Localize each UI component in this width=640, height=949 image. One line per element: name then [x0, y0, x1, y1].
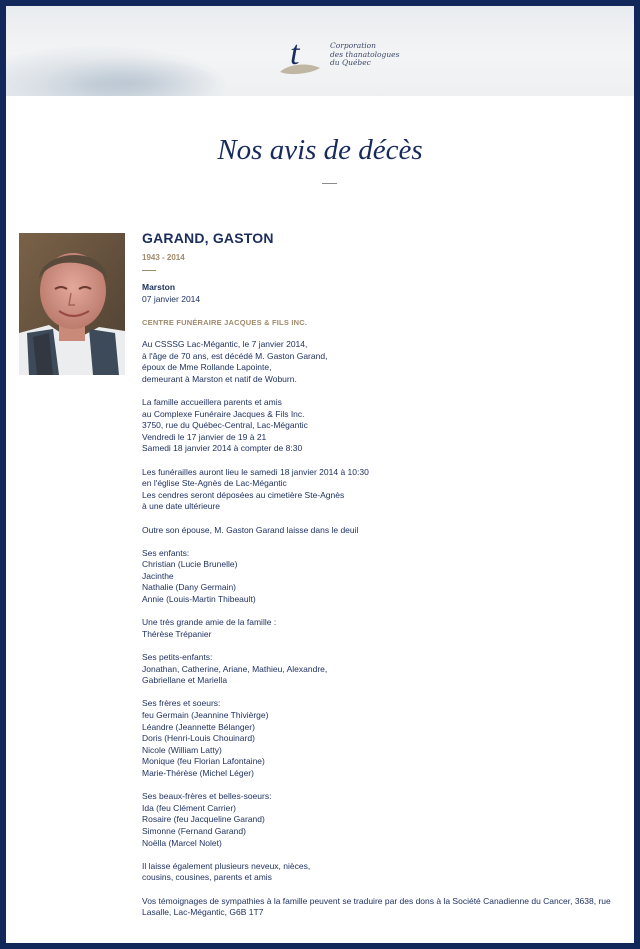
- portrait-image: [19, 233, 125, 375]
- paragraph-children: [142, 548, 622, 606]
- text-line: Monique (feu Florian Lafontaine): [142, 756, 265, 767]
- logo-mark-icon: [274, 28, 328, 80]
- logo-line: du Québec: [330, 58, 371, 67]
- text-line: Vendredi le 17 janvier de 19 à 21: [142, 431, 267, 442]
- page-title: Nos avis de décès: [217, 134, 423, 166]
- text-line: Samedi 18 janvier 2014 à compter de 8:30: [142, 443, 303, 454]
- text-line: Gabriellane et Mariella: [142, 675, 228, 686]
- text-line: Au CSSSG Lac-Mégantic, le 7 janvier 2014,: [142, 339, 308, 349]
- text-line: Thérèse Trépanier: [142, 628, 212, 639]
- death-date: 07 janvier 2014: [142, 294, 201, 304]
- life-years: 1943 - 2014: [142, 253, 185, 262]
- paragraph-relatives: [142, 861, 622, 884]
- text-line: Rosaire (feu Jacqueline Garand): [142, 814, 265, 825]
- text-line: Marie-Thérèse (Michel Léger): [142, 767, 254, 778]
- text-line: Christian (Lucie Brunelle): [142, 559, 238, 570]
- text-line: Noëlla (Marcel Nolet): [142, 837, 222, 848]
- text-line: Ida (feu Clément Carrier): [142, 802, 237, 813]
- text-line: Ses frères et soeurs:: [142, 698, 221, 709]
- logo-line: Corporation: [330, 41, 376, 50]
- text-line: cousins, cousines, parents et amis: [142, 872, 272, 883]
- obituary-content: [142, 230, 622, 930]
- page-frame: [6, 6, 634, 943]
- text-line: Léandre (Jeannette Bélanger): [142, 721, 255, 732]
- text-line: Ses enfants:: [142, 547, 190, 558]
- text-line: Outre son épouse, M. Gaston Garand laisse dans le deuil: [142, 524, 359, 535]
- obituary-text: [142, 339, 622, 919]
- text-line: Les funérailles auront lieu le samedi 18 janvier 2014 à 10:30: [142, 466, 369, 477]
- logo-line: des thanatologues: [330, 49, 400, 59]
- paragraph-siblings: [142, 698, 622, 779]
- text-line: Il laisse également plusieurs neveux, nièces,: [142, 860, 311, 871]
- text-line: Les cendres seront déposées au cimetière Ste-Agnès: [142, 489, 345, 500]
- paragraph-funeral: [142, 467, 622, 513]
- paragraph-death: [142, 339, 622, 385]
- text-line: Vos témoignages de sympathies à la famille peuvent se traduire par des dons à la Société Canadienne du Cancer, 3638, rue Lasalle, Lac-Mégantic, G6B 1T7: [142, 895, 611, 918]
- text-line: à une date ultérieure: [142, 501, 220, 512]
- text-line: La famille accueillera parents et amis: [142, 396, 282, 407]
- text-line: feu Germain (Jeannine Thivièrge): [142, 710, 269, 720]
- text-line: Simonne (Fernand Garand): [142, 825, 246, 836]
- logo-text: [330, 42, 399, 68]
- paragraph-mourning: [142, 525, 622, 537]
- paragraph-grandchildren: [142, 652, 622, 687]
- logo-letter: t: [290, 35, 300, 72]
- paragraph-visitation: [142, 397, 622, 455]
- funeral-home-link[interactable]: CENTRE FUNÉRAIRE JACQUES & FILS INC.: [142, 318, 308, 327]
- text-line: Annie (Louis-Martin Thibeault): [142, 594, 256, 605]
- text-line: en l'église Ste-Agnès de Lac-Mégantic: [142, 478, 287, 489]
- paragraph-donations: [142, 896, 622, 919]
- deceased-name: GARAND, GASTON: [142, 230, 274, 246]
- text-line: Nathalie (Dany Germain): [142, 582, 237, 593]
- text-line: Nicole (William Latty): [142, 744, 222, 755]
- text-line: Ses petits-enfants:: [142, 652, 213, 663]
- site-header: [6, 6, 634, 96]
- corporation-logo[interactable]: [274, 28, 400, 80]
- paragraph-in-laws: [142, 791, 622, 849]
- text-line: Jacinthe: [142, 570, 174, 581]
- text-line: au Complexe Funéraire Jacques & Fils Inc.: [142, 408, 305, 419]
- paragraph-friend: [142, 617, 622, 640]
- text-line: Une très grande amie de la famille :: [142, 617, 277, 628]
- deceased-photo: [19, 233, 125, 375]
- text-line: à l'âge de 70 ans, est décédé M. Gaston Garand,: [142, 350, 328, 361]
- deceased-city: Marston: [142, 282, 176, 292]
- text-line: époux de Mme Rollande Lapointe,: [142, 362, 272, 373]
- text-line: Ses beaux-frères et belles-soeurs:: [142, 791, 272, 802]
- title-divider: [322, 183, 337, 184]
- text-line: demeurant à Marston et natif de Woburn.: [142, 373, 297, 384]
- name-divider: [142, 270, 156, 271]
- text-line: Doris (Henri-Louis Chouinard): [142, 733, 255, 744]
- text-line: Jonathan, Catherine, Ariane, Mathieu, Alexandre,: [142, 663, 328, 674]
- text-line: 3750, rue du Québec-Central, Lac-Mégantic: [142, 420, 308, 431]
